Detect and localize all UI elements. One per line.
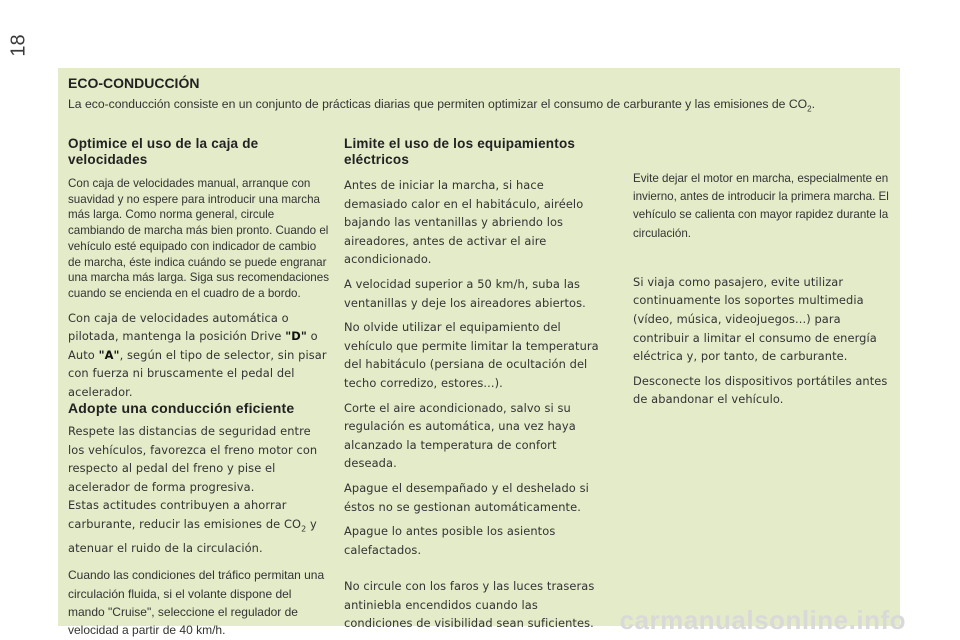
heading-electrical-equipment: Limite el uso de los equipamientos eléctricos: [344, 136, 576, 167]
watermark: carmanualsonline.info: [619, 605, 906, 635]
paragraph-fog-lights: No circule con los faros y las luces traseras antiniebla encendidos cuando las condiciones de visibilidad sean suficientes.: [344, 579, 595, 631]
paragraph-safety-distances: Respete las distancias de seguridad entre los vehículos, favorezca el freno motor con respecto al pedal del freno y pise el acelerador de forma progresiva.: [68, 424, 318, 494]
drive-label: "D": [285, 329, 307, 344]
page-number: 18: [7, 34, 30, 57]
column-other-tips: [633, 170, 895, 409]
page-title: ECO-CONDUCCIÓN: [68, 75, 200, 91]
paragraph-heated-seats: Apague lo antes posible los asientos calefactados.: [344, 524, 556, 557]
heading-efficient-driving: Adopte una conducción eficiente: [68, 400, 295, 416]
paragraph-demisting: Apague el desempañado y el deshelado si éstos no se gestionan automáticamente.: [344, 480, 589, 514]
heading-gearbox: Optimice el uso de la caja de velocidades: [68, 136, 259, 167]
text-segment: y atenuar el ruido de la circulación.: [68, 516, 317, 555]
text-segment: Estas actitudes contribuyen a ahorrar carburante, reducir las emisiones de CO: [68, 498, 302, 531]
paragraph-ventilation: Antes de iniciar la marcha, si hace demasiado calor en el habitáculo, airéelo bajando las ventanillas y abriendo los aireadores, antes de activar el aire acondicionado.: [344, 178, 584, 267]
paragraph-cabin-temperature: No olvide utilizar el equipamiento del vehículo que permite limitar la temperatura del habitáculo (persiana de ocultación del techo corredizo, estores...).: [344, 320, 599, 390]
intro-subscript: 2: [807, 104, 812, 114]
text-segment: o Auto: [68, 329, 318, 362]
co2-subscript: 2: [301, 524, 307, 534]
paragraph-air-conditioning: Corte el aire acondicionado, salvo si su regulación es automática, una vez haya alcanzado la temperatura de confort deseada.: [344, 400, 576, 471]
paragraph-engine-idle: Evite dejar el motor en marcha, especialmente en invierno, antes de introducir la primera marcha. El vehículo se calienta con mayor rapidez durante la circulación.: [633, 172, 889, 240]
text-segment: Con caja de velocidades automática o pilotada, mantenga la posición Drive: [68, 310, 289, 344]
paragraph-savings: [68, 496, 330, 557]
paragraph-multimedia: Si viaja como pasajero, evite utilizar continuamente los soportes multimedia (vídeo, música, videojuegos...) para contribuir a limitar el consumo de energía eléctrica y, por tanto, de carburante.: [633, 274, 877, 364]
column-electrical-equipment: [344, 136, 608, 633]
column-gearbox: [68, 136, 330, 402]
intro-text: La eco-conducción consiste en un conjunto de prácticas diarias que permiten optimizar el consumo de carburante y las emisiones de CO: [68, 97, 808, 111]
auto-label: "A": [98, 347, 120, 362]
paragraph-portable-devices: Desconecte los dispositivos portátiles antes de abandonar el vehículo.: [633, 373, 888, 407]
intro-paragraph: [68, 96, 878, 118]
column-efficient-driving: [68, 400, 330, 639]
paragraph-windows: A velocidad superior a 50 km/h, suba las ventanillas y deje los aireadores abiertos.: [344, 276, 586, 310]
paragraph-manual-gearbox: Con caja de velocidades manual, arranque con suavidad y no espere para introducir una marcha más larga. Como norma general, circule cambiando de marcha más bien pronto. Cuando el vehículo esté equipado con indicador de cambio de marcha, éste indica cuándo se puede engranar una marcha más larga. Siga sus recomendaciones cuando se encienda en el cuadro de a bordo.: [68, 177, 329, 300]
paragraph-automatic-gearbox: [68, 309, 330, 402]
text-segment: , según el tipo de selector, sin pisar con fuerza ni bruscamente el pedal del acelerador.: [68, 347, 327, 399]
intro-end: .: [811, 97, 815, 111]
paragraph-cruise-control: Cuando las condiciones del tráfico permitan una circulación fluida, si el volante dispone del mando "Cruise", seleccione el regulador de velocidad a partir de 40 km/h.: [68, 568, 325, 638]
